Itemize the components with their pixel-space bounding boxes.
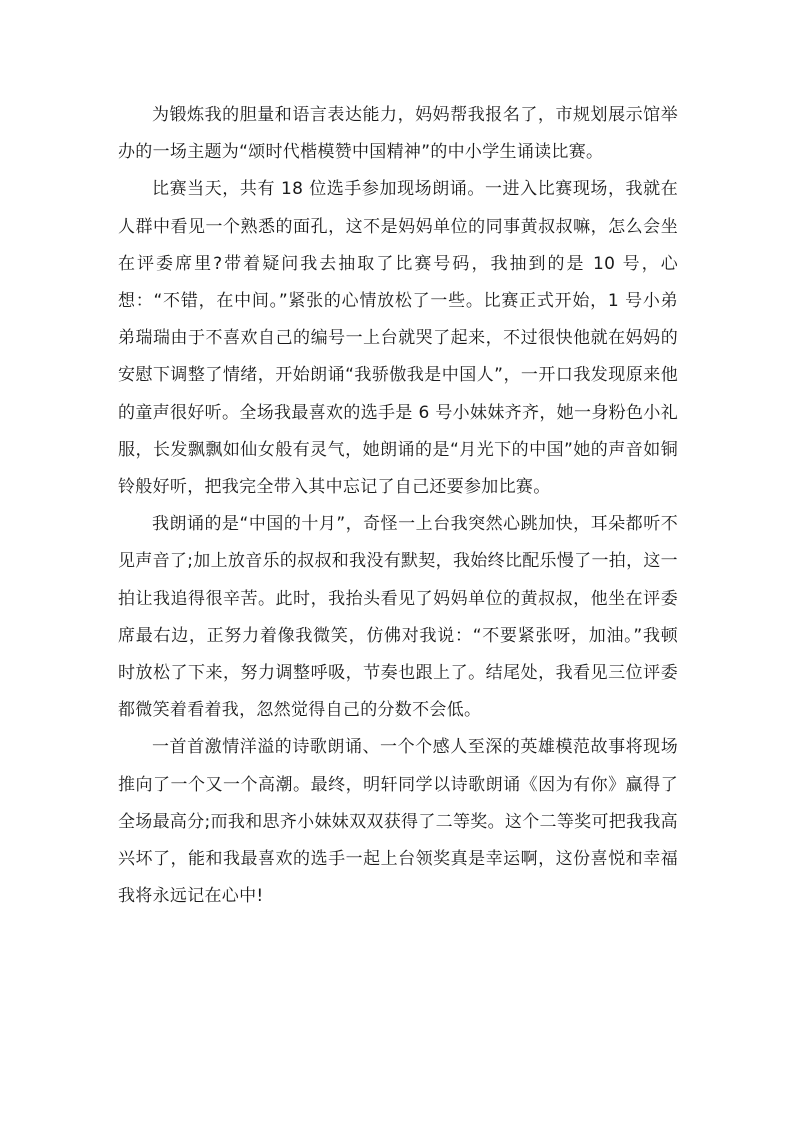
- paragraph-4: 一首首激情洋溢的诗歌朗诵、一个个感人至深的英雄模范故事将现场推向了一个又一个高潮。最终，明轩同学以诗歌朗诵《因为有你》赢得了全场最高分;而我和思齐小妹妹双双获得了二等奖。这个二等奖可把我我高兴坏了，能和我最喜欢的选手一起上台领奖真是幸运啊，这份喜悦和幸福我将永远记在心中!: [118, 737, 678, 907]
- paragraph-2: 比赛当天，共有 18 位选手参加现场朗诵。一进入比赛现场，我就在人群中看见一个熟悉的面孔，这不是妈妈单位的同事黄叔叔嘛，怎么会坐在评委席里?带着疑问我去抽取了比赛号码，我抽到的是 10 号，心想：“不错，在中间。”紧张的心情放松了一些。比赛正式开始，1 号小弟弟瑞瑞由于不喜欢自己的编号一上台就哭了起来，不过很快他就在妈妈的安慰下调整了情绪，开始朗诵“我骄傲我是中国人”，一开口我发现原来他的童声很好听。全场我最喜欢的选手是 6 号小妹妹齐齐，她一身粉色小礼服，长发飘飘如仙女般有灵气，她朗诵的是“月光下的中国”她的声音如铜铃般好听，把我完全带入其中忘记了自己还要参加比赛。: [118, 179, 678, 498]
- paragraph-1: 为锻炼我的胆量和语言表达能力，妈妈帮我报名了，市规划展示馆举办的一场主题为“颂时代楷模赞中国精神”的中小学生诵读比赛。: [118, 105, 678, 163]
- essay-body: [118, 97, 678, 915]
- paragraph-3: 我朗诵的是“中国的十月”，奇怪一上台我突然心跳加快，耳朵都听不见声音了;加上放音乐的叔叔和我没有默契，我始终比配乐慢了一拍，这一拍让我追得很辛苦。此时，我抬头看见了妈妈单位的黄叔叔，他坐在评委席最右边，正努力着像我微笑，仿佛对我说：“不要紧张呀，加油。”我顿时放松了下来，努力调整呼吸，节奏也跟上了。结尾处，我看见三位评委都微笑着看着我，忽然觉得自己的分数不会低。: [118, 514, 678, 721]
